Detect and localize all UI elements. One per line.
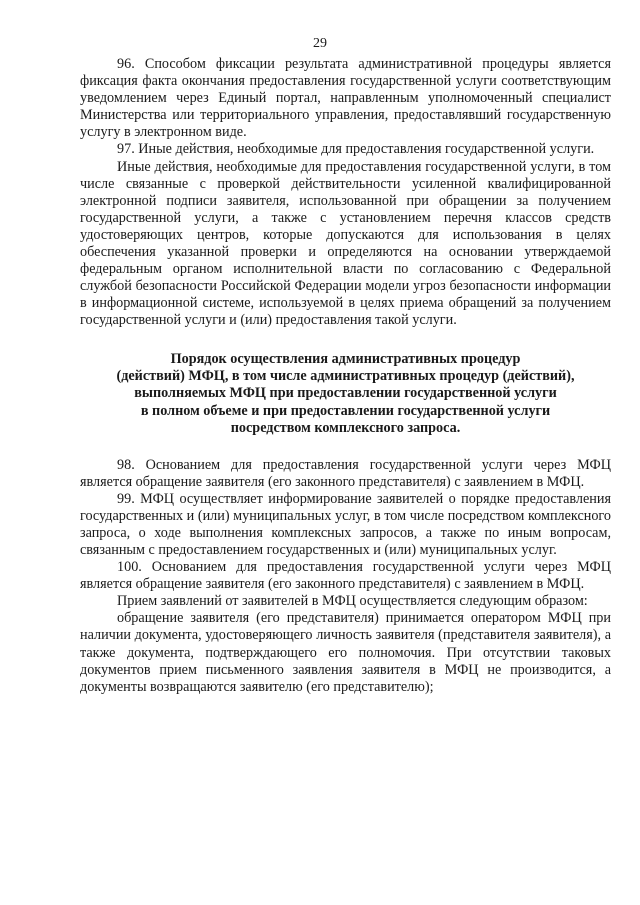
paragraph-98: 98. Основанием для предоставления государственной услуги через МФЦ является обращение заявителя (его законного представителя) с заявлением в МФЦ. <box>80 456 611 490</box>
heading-line: в полном объеме и при предоставлении государственной услуги <box>140 402 551 419</box>
paragraph-100: 100. Основанием для предоставления государственной услуги через МФЦ является обращение заявителя (его законного представителя) с заявлением в МФЦ. <box>80 559 611 593</box>
section-heading <box>80 351 611 438</box>
paragraph-reception: Прием заявлений от заявителей в МФЦ осуществляется следующим образом: <box>117 593 588 610</box>
paragraph-applicant-request: обращение заявителя (его представителя) принимается оператором МФЦ при наличии документа, удостоверяющего личность заявителя (представителя заявителя), а также документа, подтверждающего его полномочия. При отсутствии таковых документов прием письменного заявления заявителя в МФЦ не производится, а документы возвращаются заявителю (его представителю); <box>80 610 611 695</box>
page-number: 29 <box>313 36 327 51</box>
document-body <box>80 56 611 696</box>
heading-line: (действий) МФЦ, в том числе административных процедур (действий), <box>116 367 575 384</box>
heading-line: Порядок осуществления административных процедур <box>170 350 521 367</box>
paragraph-other-actions: Иные действия, необходимые для предоставления государственной услуги, в том числе связанные с проверкой действительности усиленной квалифицированной электронной подписи заявителя, использованной при обращении за получением государственной услуги, а также с установлением перечня классов средств удостоверяющих центров, которые допускаются для использования в целях обеспечения указанной проверки и определяются на основании утверждаемой федеральным органом исполнительной власти по согласованию с Федеральной службой безопасности Российской Федерации модели угроз безопасности информации в информационной системе, используемой в целях приема обращений за получением государственной услуги и (или) предоставления такой услуги. <box>80 158 611 329</box>
paragraph-96: 96. Способом фиксации результата административной процедуры является фиксация факта окончания предоставления государственной услуги соответствующим уведомлением через Единый портал, направленным уполномоченный специалист Министерства или территориального управления, предоставлявший государственную услугу в электронном виде. <box>80 56 611 141</box>
heading-line: выполняемых МФЦ при предоставлении государственной услуги <box>134 385 557 402</box>
paragraph-97: 97. Иные действия, необходимые для предоставления государственной услуги. <box>117 141 595 158</box>
heading-line: посредством комплексного запроса. <box>230 420 461 437</box>
paragraph-99: 99. МФЦ осуществляет информирование заявителей о порядке предоставления государственных и (или) муниципальных услуг, в том числе посредством комплексного запроса, о ходе выполнения комплексных запросов, а также по иным вопросам, связанным с предоставлением государственных и (или) муниципальных услуг. <box>80 490 611 558</box>
